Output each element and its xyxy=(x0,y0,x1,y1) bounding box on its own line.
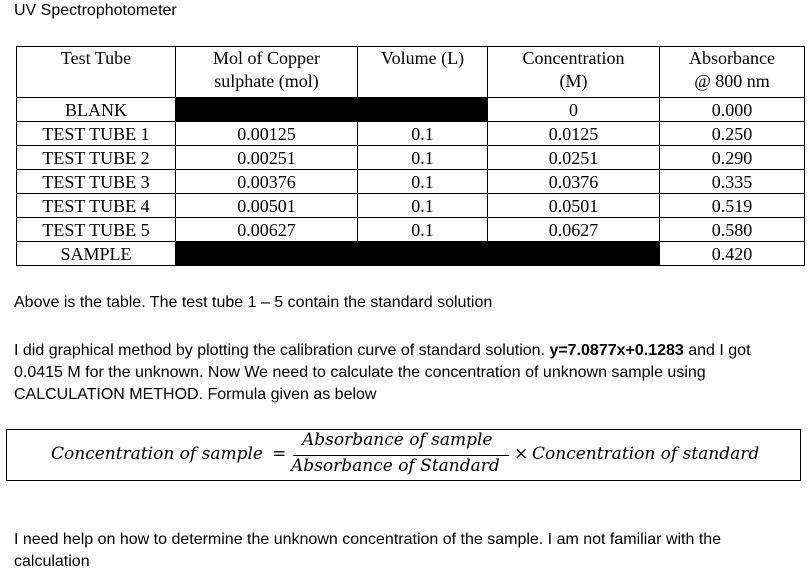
cell-absorbance: 0.580 xyxy=(660,218,805,242)
cell-volume: 0.1 xyxy=(358,194,488,218)
table-header-row xyxy=(17,47,805,98)
data-table xyxy=(16,46,805,266)
page-heading: UV Spectrophotometer xyxy=(14,2,177,19)
cell-absorbance: 0.335 xyxy=(660,170,805,194)
formula-lhs: Concentration of sample xyxy=(51,444,263,464)
calibration-equation: y=7.0877x+0.1283 xyxy=(549,342,684,359)
header-volume: Volume (L) xyxy=(358,47,488,98)
table-row xyxy=(17,122,805,146)
cell-test-tube: TEST TUBE 2 xyxy=(17,146,176,170)
cell-test-tube: TEST TUBE 3 xyxy=(17,170,176,194)
formula-numerator: Absorbance of sample xyxy=(302,430,493,450)
header-mol: Mol of Copper sulphate (mol) xyxy=(176,47,358,98)
cell-volume xyxy=(358,242,488,266)
cell-absorbance: 0.290 xyxy=(660,146,805,170)
cell-concentration: 0.0501 xyxy=(488,194,660,218)
header-absorbance: Absorbance @ 800 nm xyxy=(660,47,805,98)
cell-concentration: 0.0627 xyxy=(488,218,660,242)
cell-mol: 0.00376 xyxy=(176,170,358,194)
table-row xyxy=(17,194,805,218)
paragraph-help-request: I need help on how to determine the unknown concentration of the sample. I am not familiar with the calculation xyxy=(14,531,722,570)
cell-mol xyxy=(176,242,358,266)
cell-volume xyxy=(358,98,488,122)
table-row xyxy=(17,146,805,170)
cell-absorbance: 0.000 xyxy=(660,98,805,122)
cell-volume: 0.1 xyxy=(358,122,488,146)
cell-test-tube: BLANK xyxy=(17,98,176,122)
table-row xyxy=(17,170,805,194)
formula-times: × xyxy=(514,444,529,464)
paragraph-graphical-method: I did graphical method by plotting the calibration curve of standard solution. y=7.0877x+0.1283 and I got 0.0415 M for the unknown. Now We need to calculate the concentration of unknown sample using CALCULATION METHOD. Formula given as below xyxy=(14,342,751,403)
table-row xyxy=(17,218,805,242)
table-row xyxy=(17,242,805,266)
table-row xyxy=(17,98,805,122)
formula-equals: = xyxy=(272,444,287,464)
cell-volume: 0.1 xyxy=(358,218,488,242)
formula-denominator: Absorbance of Standard xyxy=(291,456,500,476)
cell-test-tube: TEST TUBE 1 xyxy=(17,122,176,146)
cell-mol: 0.00125 xyxy=(176,122,358,146)
cell-absorbance: 0.519 xyxy=(660,194,805,218)
cell-mol: 0.00501 xyxy=(176,194,358,218)
cell-test-tube: SAMPLE xyxy=(17,242,176,266)
cell-volume: 0.1 xyxy=(358,146,488,170)
cell-concentration: 0.0376 xyxy=(488,170,660,194)
cell-test-tube: TEST TUBE 4 xyxy=(17,194,176,218)
cell-concentration xyxy=(488,242,660,266)
cell-volume: 0.1 xyxy=(358,170,488,194)
cell-test-tube: TEST TUBE 5 xyxy=(17,218,176,242)
cell-concentration: 0.0251 xyxy=(488,146,660,170)
header-test-tube: Test Tube xyxy=(17,47,176,98)
cell-absorbance: 0.250 xyxy=(660,122,805,146)
paragraph-table-note: Above is the table. The test tube 1 – 5 contain the standard solution xyxy=(14,294,493,311)
cell-mol: 0.00251 xyxy=(176,146,358,170)
formula-box xyxy=(6,429,801,481)
cell-absorbance: 0.420 xyxy=(660,242,805,266)
cell-concentration: 0 xyxy=(488,98,660,122)
cell-mol xyxy=(176,98,358,122)
cell-mol: 0.00627 xyxy=(176,218,358,242)
header-concentration: Concentration (M) xyxy=(488,47,660,98)
cell-concentration: 0.0125 xyxy=(488,122,660,146)
formula-rhs: Concentration of standard xyxy=(532,444,760,464)
